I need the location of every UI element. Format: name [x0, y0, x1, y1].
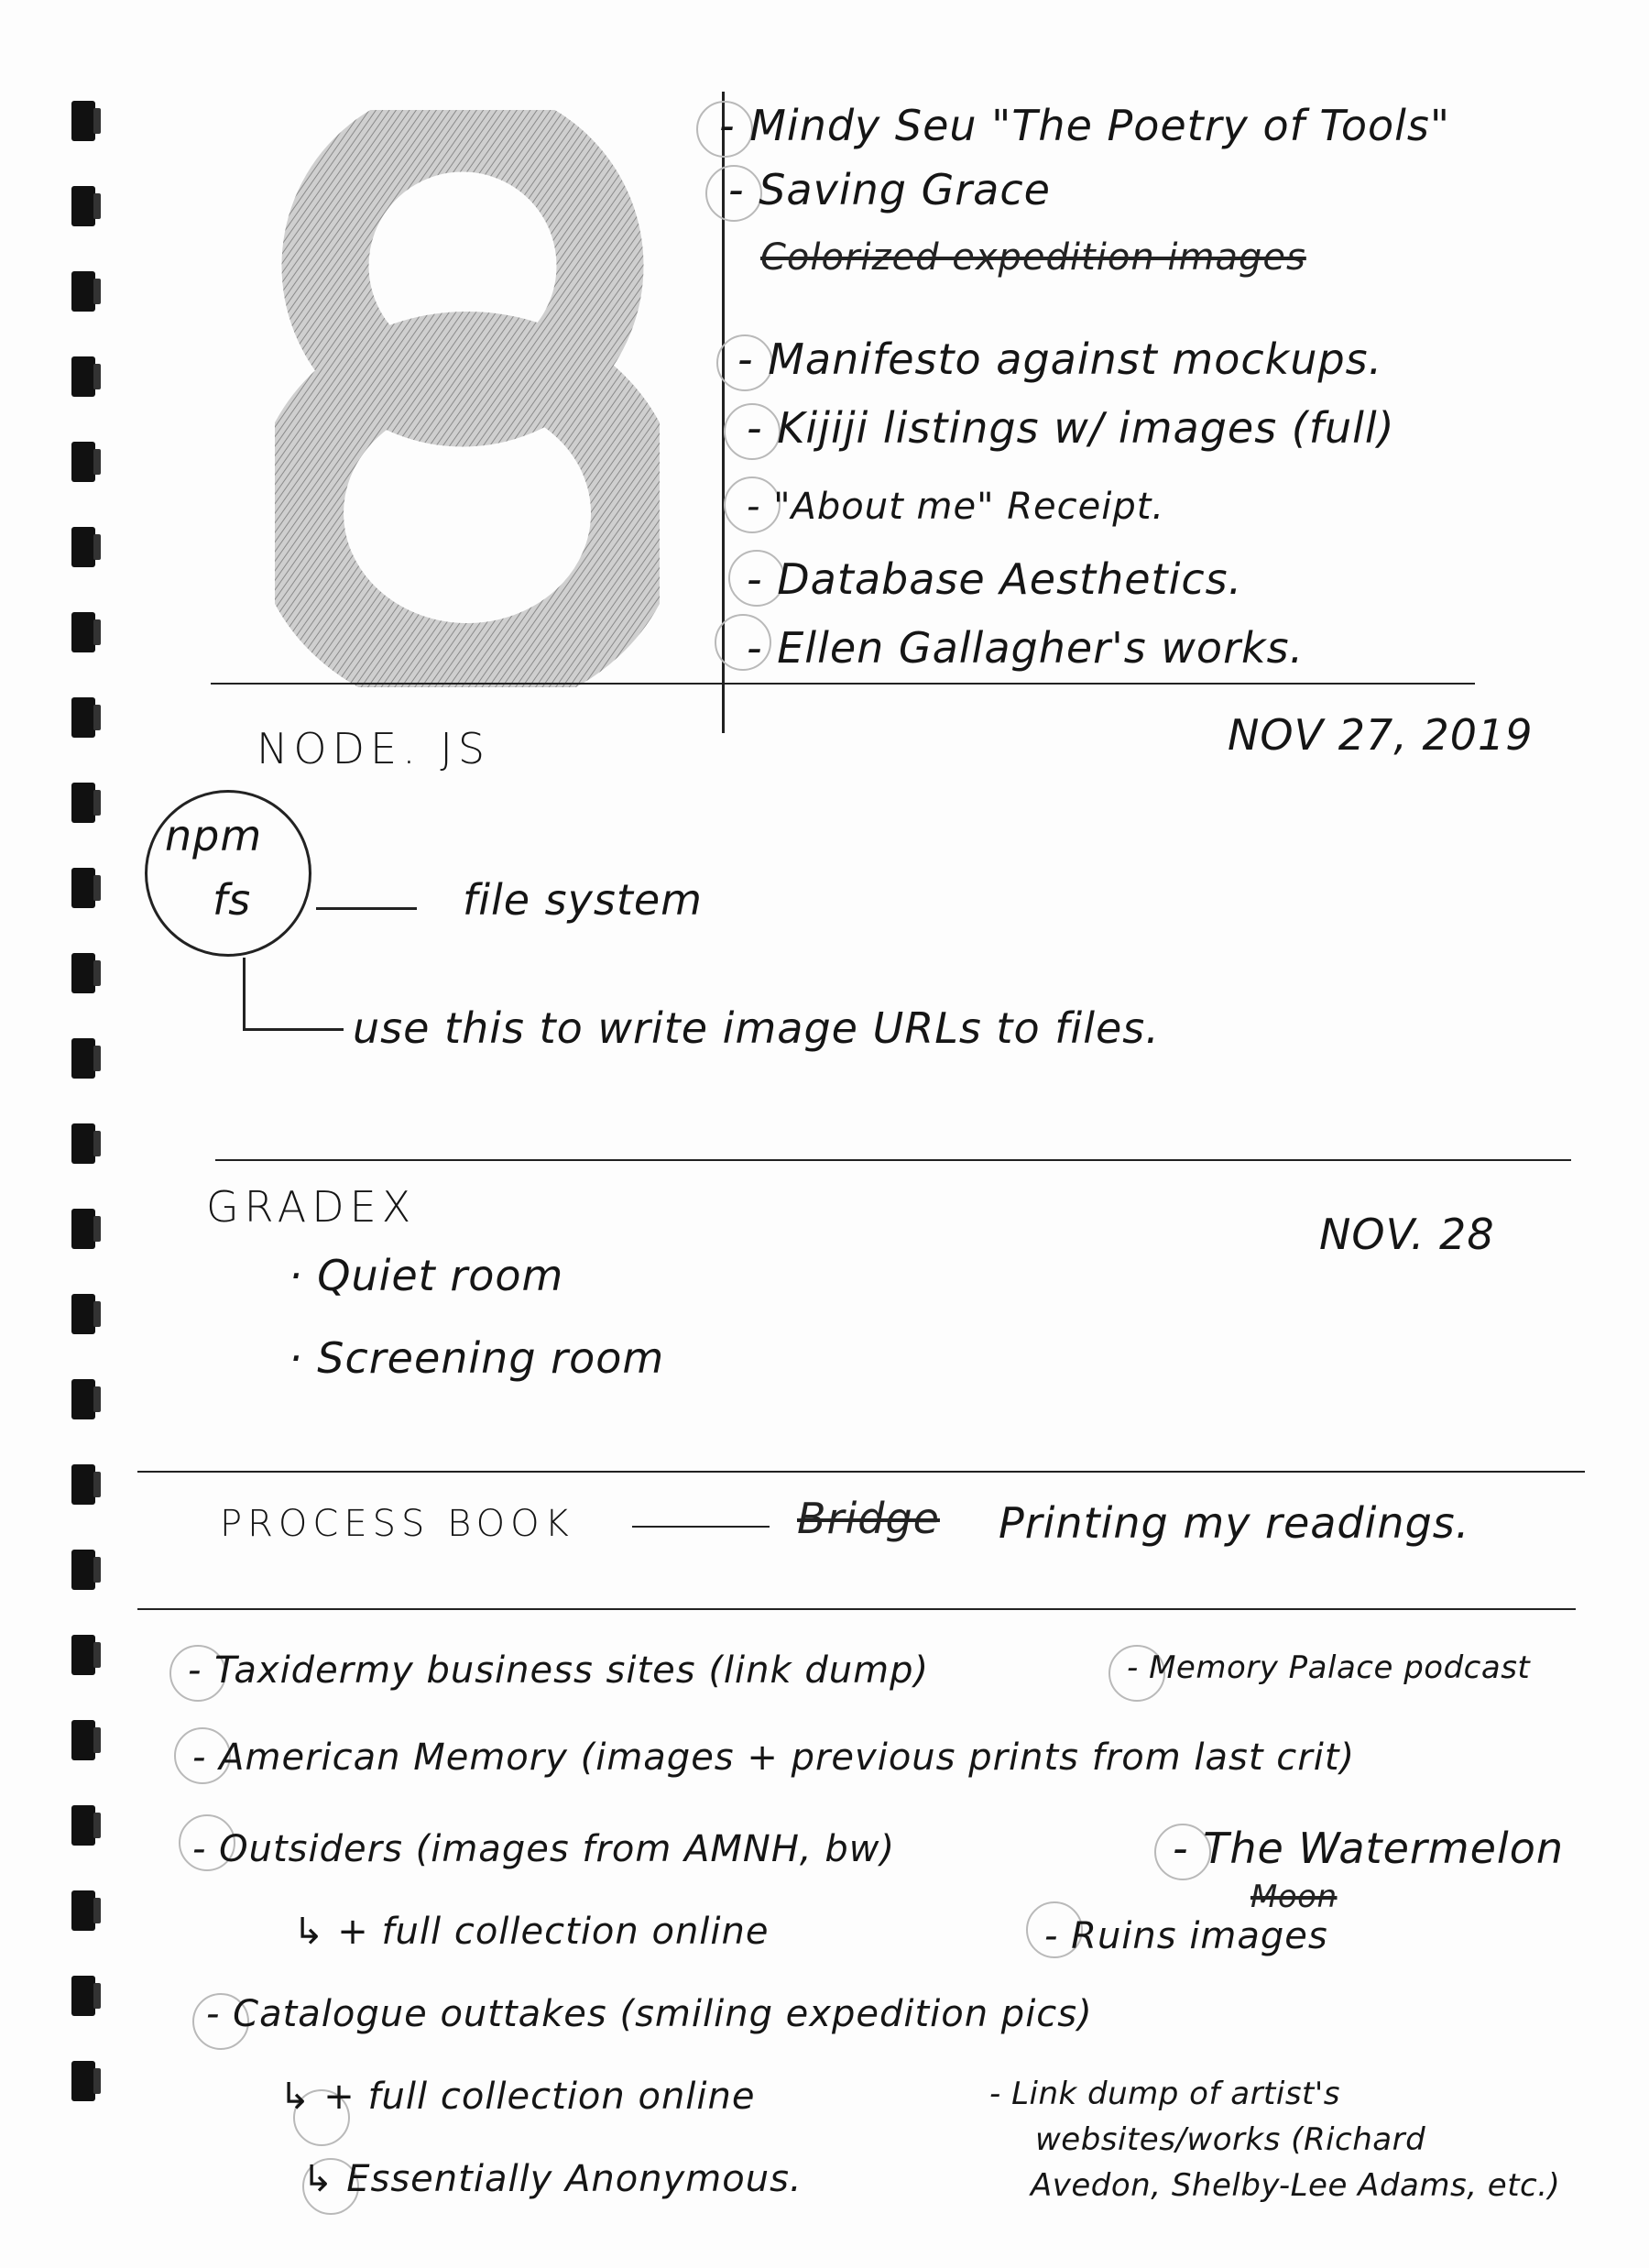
binding-hole: [71, 271, 95, 312]
top-list-item: - Saving Grace: [728, 165, 1051, 214]
top-list-item: - Mindy Seu "The Poetry of Tools": [719, 101, 1451, 150]
bottom-list-item: - Ruins images: [1044, 1915, 1328, 1957]
binding-hole: [71, 1805, 95, 1846]
bottom-list-item: - Link dump of artist's: [989, 2076, 1340, 2112]
binding-hole: [71, 1635, 95, 1675]
binding-hole: [71, 1379, 95, 1419]
node-date: NOV 27, 2019: [1228, 710, 1534, 760]
top-list-item: - Manifesto against mockups.: [737, 334, 1383, 384]
binding-hole: [71, 1464, 95, 1505]
binding-hole: [71, 1294, 95, 1334]
top-list-item: - Ellen Gallagher's works.: [747, 623, 1305, 673]
bottom-list-item: - Catalogue outtakes (smiling expedition pics): [206, 1993, 1093, 2035]
binding-hole: [71, 1123, 95, 1164]
bottom-list-item: - Memory Palace podcast: [1127, 1649, 1531, 1686]
binding-hole: [71, 442, 95, 482]
binding-hole: [71, 697, 95, 738]
process-book-label: PROCESS BOOK: [220, 1503, 574, 1545]
binding-hole: [71, 953, 95, 993]
section-divider: [137, 1471, 1585, 1473]
process-dash: [632, 1526, 770, 1528]
bottom-list-item: - Taxidermy business sites (link dump): [188, 1649, 930, 1692]
bottom-list-subitem: ↳ Essentially Anonymous.: [302, 2158, 803, 2200]
bottom-list-item: - Outsiders (images from AMNH, bw): [192, 1828, 896, 1870]
binding-hole: [71, 1209, 95, 1249]
process-struck-word: Bridge: [797, 1494, 940, 1543]
top-list-item: - Kijiji listings w/ images (full): [747, 403, 1395, 453]
bottom-list-item: Avedon, Shelby-Lee Adams, etc.): [1031, 2167, 1561, 2204]
elbow-arrow-horizontal: [243, 1028, 344, 1031]
bottom-list-item: - American Memory (images + previous prints from last crit): [192, 1737, 1356, 1779]
elbow-arrow-vertical: [243, 958, 246, 1031]
section-divider: [211, 683, 1475, 685]
npm-label: npm: [165, 811, 263, 860]
section-divider: [215, 1159, 1571, 1161]
bottom-list-item: - The Watermelon: [1173, 1824, 1564, 1873]
write-urls-note: use this to write image URLs to files.: [353, 1003, 1160, 1053]
node-title: NODE. JS: [257, 724, 491, 773]
big-numeral-eight: [275, 110, 660, 687]
bottom-list-subitem: ↳ + full collection online: [293, 1911, 770, 1953]
bottom-list-overwrite: Moon: [1250, 1879, 1338, 1915]
top-list-item: - "About me" Receipt.: [747, 486, 1165, 528]
binding-hole: [71, 1976, 95, 2016]
binding-hole: [71, 612, 95, 652]
section-divider: [137, 1608, 1576, 1610]
arrow-to-file-system: [316, 907, 417, 910]
binding-hole: [71, 783, 95, 823]
gradex-item: · Screening room: [289, 1333, 665, 1383]
binding-hole: [71, 1550, 95, 1590]
fs-label: fs: [213, 875, 252, 925]
gradex-item: · Quiet room: [289, 1251, 564, 1300]
spiral-binding: [71, 101, 108, 2146]
binding-hole: [71, 1038, 95, 1079]
top-list-item: - Database Aesthetics.: [747, 554, 1243, 604]
binding-hole: [71, 101, 95, 141]
process-note: Printing my readings.: [999, 1498, 1470, 1548]
file-system-note: file system: [463, 875, 703, 925]
top-list-item-struck: Colorized expedition images: [760, 236, 1306, 279]
binding-hole: [71, 1890, 95, 1931]
binding-hole: [71, 2061, 95, 2101]
bottom-list-item: websites/works (Richard: [1035, 2121, 1426, 2158]
bottom-list-subitem: ↳ + full collection online: [279, 2076, 756, 2118]
binding-hole: [71, 356, 95, 397]
binding-hole: [71, 186, 95, 226]
gradex-date: NOV. 28: [1319, 1210, 1495, 1259]
numeral-text: 8: [464, 652, 471, 663]
binding-hole: [71, 527, 95, 567]
binding-hole: [71, 1720, 95, 1760]
binding-hole: [71, 868, 95, 908]
gradex-title: GRADEX: [206, 1182, 417, 1232]
